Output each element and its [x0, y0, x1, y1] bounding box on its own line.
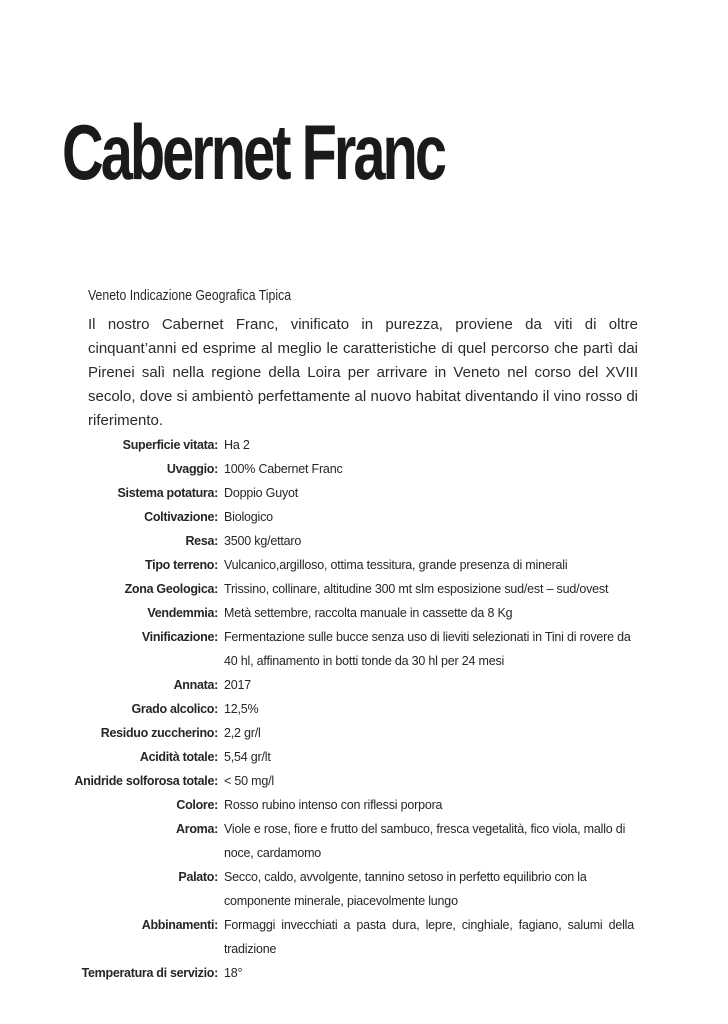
- spec-value: 12,5%: [224, 702, 259, 716]
- spec-label: Annata:: [173, 678, 218, 692]
- spec-row-vinificazione: [0, 625, 728, 673]
- spec-row-anidride-solforosa: [0, 769, 728, 793]
- spec-label: Vendemmia:: [147, 606, 218, 620]
- spec-value: 2,2 gr/l: [224, 726, 261, 740]
- spec-row-tipo-terreno: [0, 553, 728, 577]
- spec-label: Acidità totale:: [139, 750, 218, 764]
- spec-row-acidita-totale: [0, 745, 728, 769]
- spec-row-superficie-vitata: [0, 433, 728, 457]
- spec-value: Doppio Guyot: [224, 486, 299, 500]
- spec-label: Vinificazione:: [141, 630, 218, 644]
- spec-row-coltivazione: [0, 505, 728, 529]
- spec-value: 2017: [224, 678, 252, 692]
- spec-value: Ha 2: [224, 438, 250, 452]
- spec-label: Grado alcolico:: [131, 702, 218, 716]
- spec-list: [0, 433, 728, 985]
- spec-value: 18°: [224, 966, 243, 980]
- page-title: Cabernet Franc: [62, 108, 444, 196]
- spec-label: Superficie vitata:: [122, 438, 218, 452]
- spec-value: 3500 kg/ettaro: [224, 534, 302, 548]
- spec-value: Biologico: [224, 510, 273, 524]
- intro-paragraph: Il nostro Cabernet Franc, vinificato in purezza, proviene da viti di oltre cinquant’anni ed esprime al meglio le caratteristiche di quel percorso che partì dai Pirenei salì nella regione della Loira per arrivare in Veneto nel corso del XVIII secolo, dove si ambientò perfettamente al nuovo habitat diventando il vino rosso di riferimento.: [88, 316, 638, 429]
- spec-row-temperatura-servizio: [0, 961, 728, 985]
- spec-row-colore: [0, 793, 728, 817]
- spec-value: 5,54 gr/lt: [224, 750, 271, 764]
- spec-value: Formaggi invecchiati a pasta dura, lepre, cinghiale, fagiano, salumi della tradizione: [224, 918, 634, 956]
- spec-row-aroma: [0, 817, 728, 865]
- spec-row-residuo-zuccherino: [0, 721, 728, 745]
- appellation-subtitle: Veneto Indicazione Geografica Tipica: [88, 287, 292, 304]
- spec-label: Coltivazione:: [144, 510, 218, 524]
- spec-row-sistema-potatura: [0, 481, 728, 505]
- spec-row-annata: [0, 673, 728, 697]
- spec-label: Anidride solforosa totale:: [74, 774, 218, 788]
- spec-label: Sistema potatura:: [117, 486, 218, 500]
- spec-label: Colore:: [176, 798, 218, 812]
- spec-row-zona-geologica: [0, 577, 728, 601]
- spec-label: Zona Geologica:: [124, 582, 218, 596]
- spec-row-uvaggio: [0, 457, 728, 481]
- spec-label: Resa:: [185, 534, 218, 548]
- spec-row-abbinamenti: [0, 913, 728, 961]
- spec-value: Rosso rubino intenso con riflessi porpora: [224, 798, 443, 812]
- spec-value: 100% Cabernet Franc: [224, 462, 343, 476]
- spec-row-resa: [0, 529, 728, 553]
- spec-label: Palato:: [178, 870, 218, 884]
- spec-value: Metà settembre, raccolta manuale in cassette da 8 Kg: [224, 606, 513, 620]
- spec-label: Uvaggio:: [166, 462, 218, 476]
- spec-value: Secco, caldo, avvolgente, tannino setoso in perfetto equilibrio con la componente minerale, piacevolmente lungo: [224, 870, 587, 908]
- spec-label: Aroma:: [176, 822, 218, 836]
- spec-label: Tipo terreno:: [145, 558, 218, 572]
- spec-value: Trissino, collinare, altitudine 300 mt slm esposizione sud/est – sud/ovest: [224, 582, 609, 596]
- spec-value: Vulcanico,argilloso, ottima tessitura, grande presenza di minerali: [224, 558, 568, 572]
- spec-label: Temperatura di servizio:: [81, 966, 218, 980]
- spec-label: Residuo zuccherino:: [100, 726, 218, 740]
- spec-value: Fermentazione sulle bucce senza uso di lieviti selezionati in Tini di rovere da 40 hl, affinamento in botti tonde da 30 hl per 24 mesi: [224, 630, 631, 668]
- spec-label: Abbinamenti:: [141, 918, 218, 932]
- spec-value: < 50 mg/l: [224, 774, 274, 788]
- spec-row-vendemmia: [0, 601, 728, 625]
- spec-row-grado-alcolico: [0, 697, 728, 721]
- spec-row-palato: [0, 865, 728, 913]
- spec-value: Viole e rose, fiore e frutto del sambuco, fresca vegetalità, fico viola, mallo di noce, cardamomo: [224, 822, 626, 860]
